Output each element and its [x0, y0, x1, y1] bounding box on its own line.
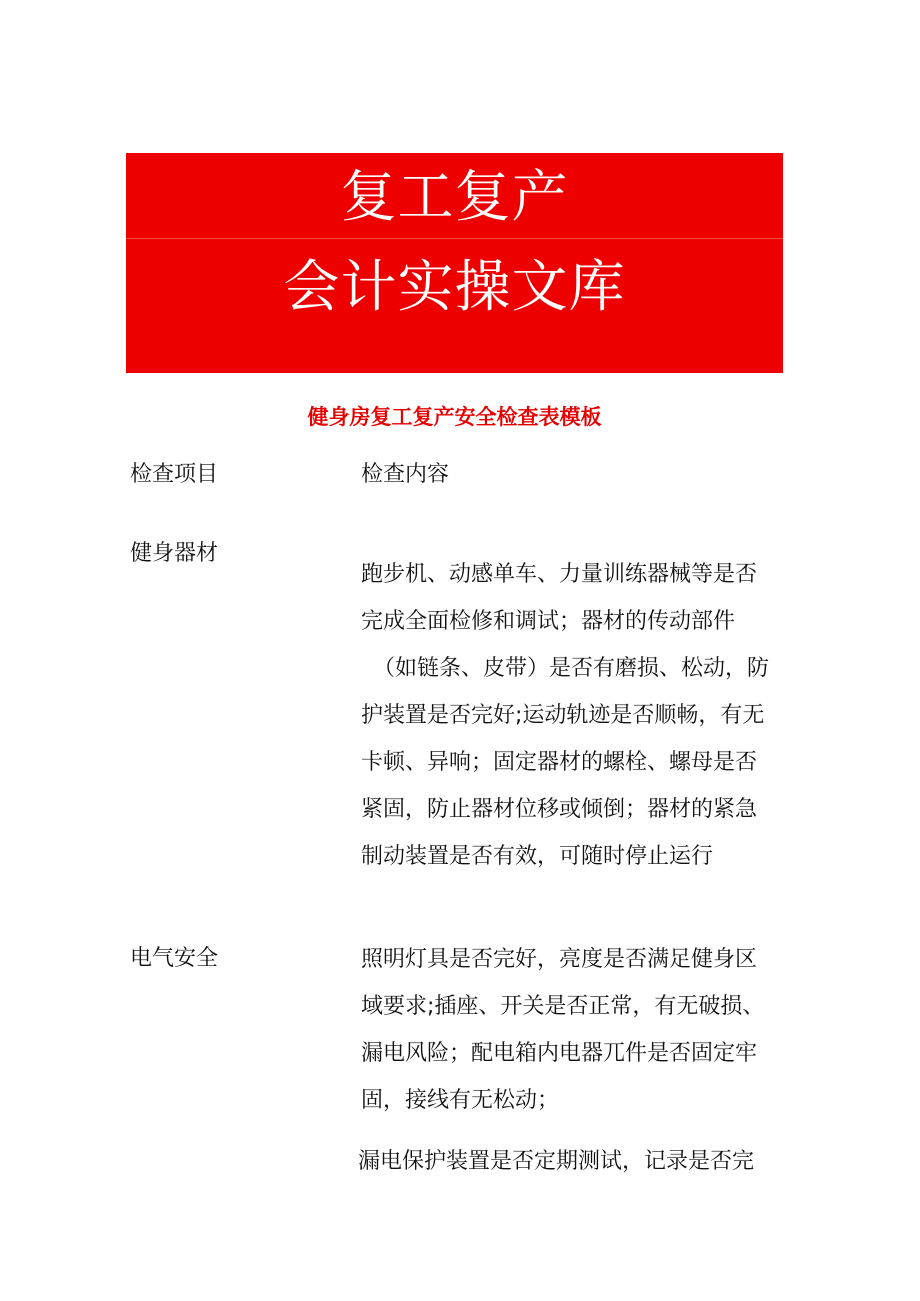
content-line: 漏电风险；配电箱内电器兀件是否固定牢 [361, 1041, 758, 1066]
banner-title-line-1: 复工复产 [340, 165, 569, 230]
content-line: 护装置是否完好;运动轨迹是否顺畅，有无 [361, 703, 765, 728]
document-title: 健身房复工复产安全检查表模板 [307, 405, 602, 429]
section-content-equipment [361, 551, 786, 880]
section-content-electrical [358, 936, 786, 1185]
content-line: 照明灯具是否完好，亮度是否满足健身区 [361, 947, 758, 972]
column-header-item: 检查项目 [130, 462, 219, 487]
content-line: 固，接线有无松动； [361, 1088, 560, 1113]
column-header-content: 检查内容 [361, 462, 450, 487]
content-line: 完成全面检修和调试；器材的传动部件 [361, 609, 736, 634]
banner-divider [126, 238, 783, 239]
content-line: （如链条、皮带）是否有磨损、松动，防 [373, 656, 770, 681]
content-line: 制动装置是否有效，可随时停止运行 [361, 844, 714, 869]
header-banner [126, 153, 783, 373]
content-line: 紧固，防止器材位移或倾倒；器材的紧急 [361, 797, 758, 822]
content-line: 跑步机、动感单车、力量训练器械等是否 [361, 562, 758, 587]
content-line: 域要求;插座、开关是否正常，有无破损、 [361, 994, 765, 1019]
section-label-electrical: 电气安全 [130, 946, 219, 971]
section-label-equipment: 健身器材 [130, 541, 219, 566]
content-line: 漏电保护装置是否定期测试，记录是否完 [358, 1149, 755, 1174]
banner-title-line-2: 会计实操文库 [283, 255, 626, 320]
content-line: 卡顿、异响；固定器材的螺栓、螺母是否 [361, 750, 758, 775]
